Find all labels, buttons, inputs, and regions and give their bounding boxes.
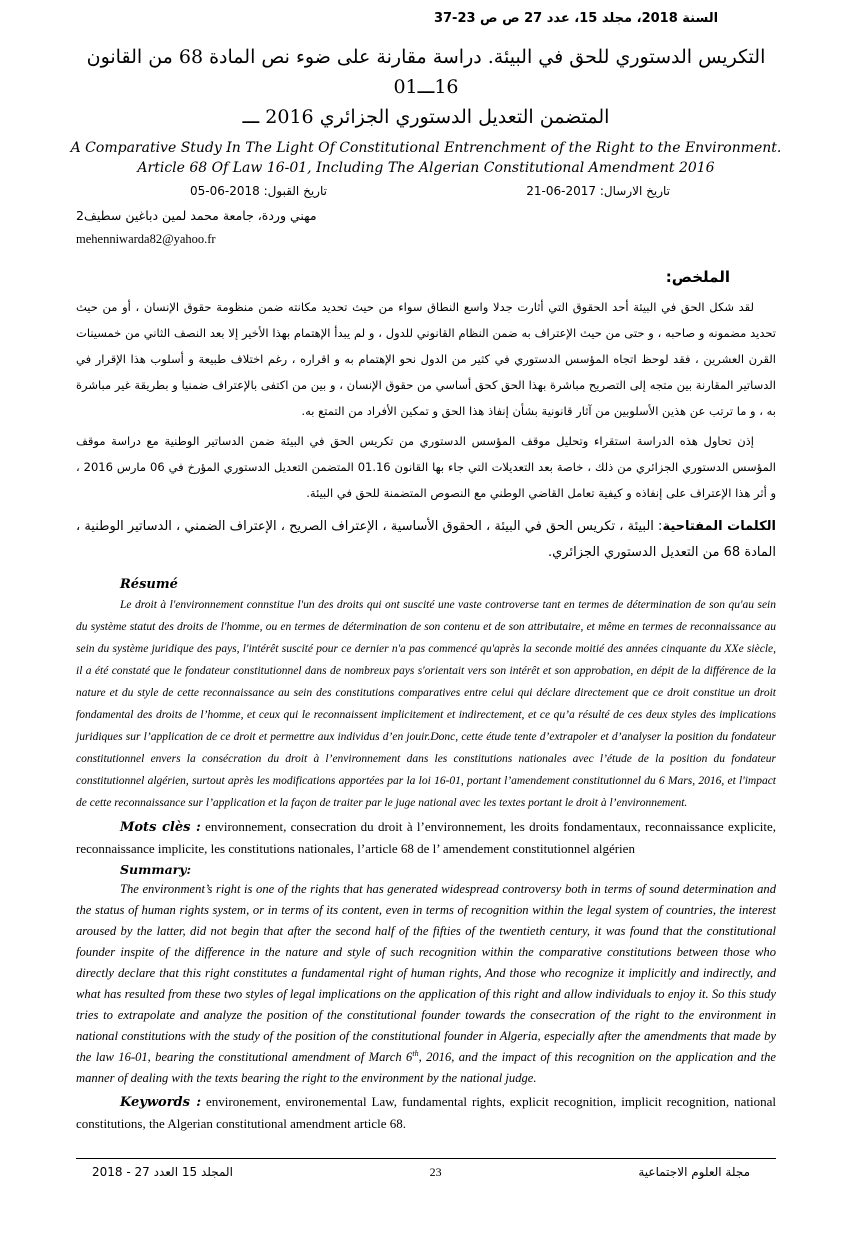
english-title-line-2: Article 68 Of Law 16-01, Including The Algerian Constitutional Amendment 2016 (137, 160, 715, 176)
footer-page-number: 23 (429, 1165, 442, 1179)
author-email: mehenniwarda82@yahoo.fr (76, 232, 216, 246)
footer-journal-name: مجلة العلوم الاجتماعية (638, 1165, 750, 1179)
page-footer (76, 1158, 776, 1181)
arabic-keywords (76, 514, 776, 566)
french-keywords-label: Mots clès : (120, 820, 201, 835)
english-abstract-paragraph (76, 879, 776, 1089)
submission-dates (190, 182, 670, 200)
arabic-keywords-label: الكلمات المفتاحية (662, 519, 776, 534)
french-keywords-text: environnement, consecration du droit à l’environnement, les droits fondamentaux, reconnaissance explicite, reconnaissance implicite, les constitutions nationales, l’article 68 de l’ amendement constitutionnel algérien (76, 819, 776, 856)
english-abstract-text-part-2: , 2016, and the impact of this recognition on the application and the manner of dealing with the texts bearing the right to the environment by the national judge. (76, 1050, 777, 1085)
french-keywords (76, 816, 776, 859)
english-abstract-text-part-1: The environment’s right is one of the rights that has generated widespread controversy both in terms of sound determination and the status of human rights system, or in terms of its content, even in terms of recognition within the legal system of countries, the interest aroused by the latter, did not begin that after the second half of the fifties of the twentieth century, it was found that the constitutional founder inspite of the difference in the nature and style of such recognition within the comparative constitutions between those who directly declare that this right constitutes a fundamental right of human rights, And those who recognize it implicitly and indirectly, and what has resulted from these two styles of legal implications on the application of this right and allow individuals to enjoy it. So this study tries to extrapolate and analyze the position of the constitutional founder towards the consecration of the right to the environment in national constitutions with the study of the position of the constitutional founder in Algeria, especially after the amendments that made by the law 16-01, bearing the constitutional amendment of March 6 (76, 882, 776, 1064)
arabic-abstract-heading: الملخص: (665, 268, 730, 286)
accepted-date: تاريخ القبول: 2018-06-05 (190, 184, 327, 198)
french-abstract-heading: Résumé (120, 577, 178, 592)
english-keywords-label: Keywords : (120, 1095, 202, 1110)
footer-volume-issue: المجلد 15 العدد 27 - 2018 (92, 1165, 233, 1179)
french-abstract-paragraph: Le droit à l'environnement connstitue l'un des droits qui ont suscité une vaste controverse tant en termes de détermination de son qu'au sein du système statut des droits de l'homme, ou en termes de détermination de son contenu et de son attributaire, et même en termes de reconnaissance au sein du système juridique des pays, l'intérêt suscité pour ce dernier n'a pas commencé qu'après la seconde moitié des années cinquante du XXe siècle, il a été constaté que le fondateur constitutionnel dans de nombreux pays s'orientait vers son intérêt et son approbation, en dépit de la différence de la nature et du style de cette reconnaissance au sein des constitutions comparatives entre celui qui déclare directement que ce droit constitue un droit fondamental des droits de l’homme, et ceux qui le reconnaissent implicitement et indirectement, et ce qu’a résulté de ces deux styles des implications juridiques sur l’application de ce droit et permettre aux individus d’en jouir.Donc, cette étude tente d’extrapoler et d’analyser la position du fondateur constitutionnel envers la consécration du droit à l’environnement dans les constitutions nationales avec l’étude de la position du fondateur constitutionnel algérien, surtout après les modifications apportées par la loi 16-01, portant l’amendement constitutionnel du 6 Mars, 2016, et l'impact de cette reconnaissance sur l’application et la façon de traiter par le juge national avec les textes portant le droit à l’environnement. (76, 599, 776, 809)
arabic-abstract-paragraph-2: إذن تحاول هذه الدراسة استقراء وتحليل موقف المؤسس الدستوري من تكريس الحق في البيئة ضمن الدساتير الوطنية مع دراسة موقف المؤسس الدستوري الجزائري من ذلك ، خاصة بعد التعديلات التي جاء بها القانون 01.16 المتضمن التعديل الدستوري المؤرخ في 06 مارس 2016 ، و أثر هذا الإعتراف على إنفاذه و كيفية تعامل القاضي الوطني مع النصوص المتضمنة للحق في البيئة. (76, 434, 776, 500)
journal-citation-header: السنة 2018، مجلد 15، عدد 27 ص ص 23-37 (433, 11, 719, 26)
arabic-abstract-body (76, 294, 776, 506)
english-abstract-heading: Summary: (120, 862, 192, 877)
submitted-date: تاريخ الارسال: 2017-06-21 (526, 184, 670, 198)
english-keywords (76, 1091, 776, 1134)
ordinal-superscript: th (412, 1048, 419, 1058)
arabic-keywords-text: : البيئة ، تكريس الحق في البيئة ، الحقوق الأساسية ، الإعتراف الصريح ، الإعتراف الضمني ، الدساتير الوطنية ، المادة 68 من التعديل الدستوري الجزائري. (76, 519, 776, 560)
arabic-title-line-1: التكريس الدستوري للحق في البيئة. دراسة مقارنة على ضوء نص المادة 68 من القانون 16ـــ01 (86, 46, 766, 98)
author-affiliation: مهني وردة، جامعة محمد لمين دباغين سطيف2 (76, 208, 317, 223)
arabic-title-line-2: المتضمن التعديل الدستوري الجزائري 2016 ـــ (242, 106, 610, 128)
english-keywords-text: environement, environemental Law, fundamental rights, explicit recognition, implicit recognition, national constitutions, the Algerian constitutional amendment article 68. (76, 1094, 776, 1131)
arabic-abstract-paragraph-1: لقد شكل الحق في البيئة أحد الحقوق التي أثارت جدلا واسع النطاق سواء من حيث تحديد مكانته ضمن منظومة حقوق الإنسان ، أو من حيث تحديد مضمونه و صاحبه ، و حتى من حيث الإعتراف به ضمن النظام القانوني للدول ، و لم يبدأ الإهتمام بهذا الأخير إلا بعد النصف الثاني من خمسينات القرن العشرين ، فقد لوحظ اتجاه المؤسس الدستوري في كثير من الدول نحو الإهتمام به و اقراره ، رغم اختلاف طبيعة و أسلوب هذا الإقرار في الدساتير المقارنة بين متجه إلى التصريح مباشرة بهذا الحق كحق أساسي من حقوق الإنسان ، و بين من اكتفى بالإعتراف ضمنيا و بطريقة غير مباشرة به ، و ما ترتب عن هذين الأسلوبين من آثار قانونية بشأن إنفاذ هذا الحق و تمكين الأفراد من التمتع به. (76, 300, 776, 418)
english-title-line-1: A Comparative Study In The Light Of Constitutional Entrenchment of the Right to the Environment. (70, 140, 782, 156)
